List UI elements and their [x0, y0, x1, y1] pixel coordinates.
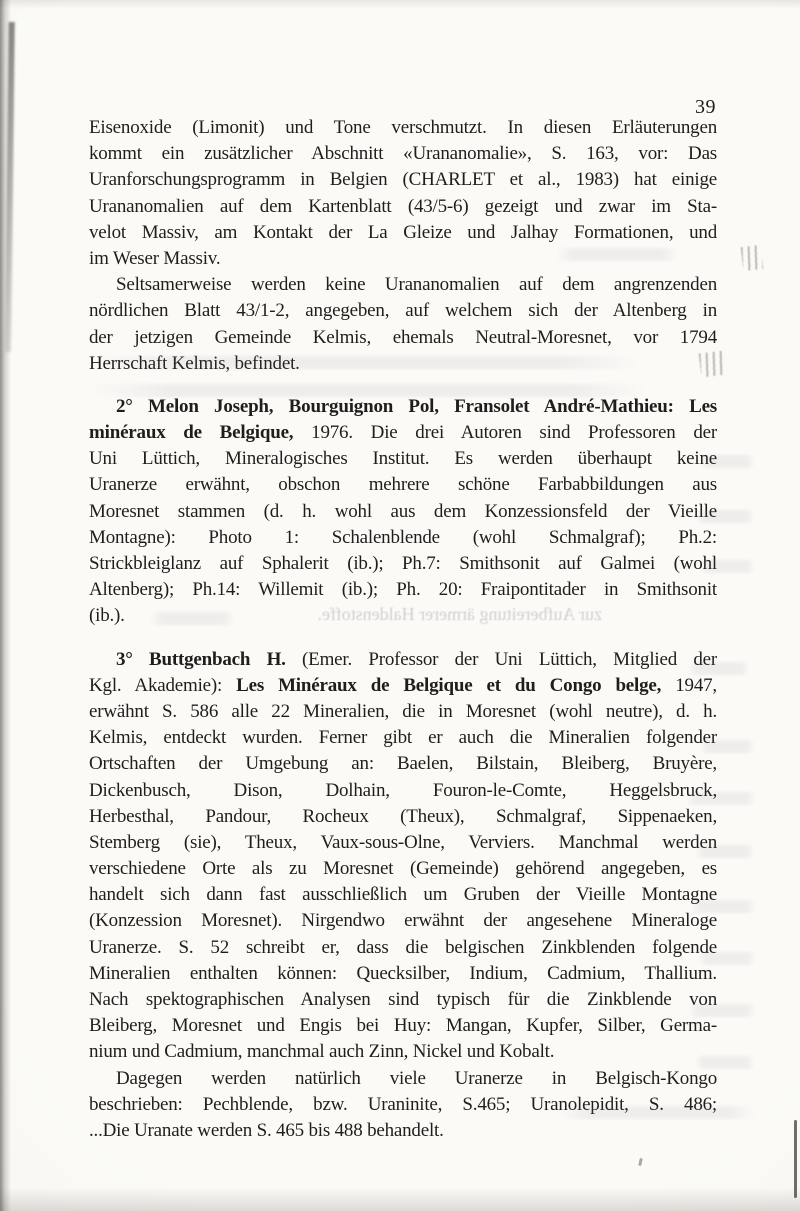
text-line: (Konzession Moresnet). Nirgendwo erwähnt der angesehene Mineraloge	[89, 910, 717, 932]
text-line: nium und Cadmium, manchmal auch Zinn, Nickel und Kobalt.	[89, 1041, 555, 1063]
text-line: Urananomalien auf dem Kartenblatt (43/5-6) gezeigt und zwar im Sta-	[89, 195, 717, 217]
paragraph	[89, 1066, 717, 1145]
text-line: Moresnet stammen (d. h. wohl aus dem Konzessionsfeld der Vieille	[89, 500, 717, 522]
scan-edge-right	[794, 1120, 797, 1198]
text-line: Dickenbusch, Dison, Dolhain, Fouron-le-Comte, Heggelsbruck,	[89, 779, 717, 801]
text-line: ...Die Uranate werden S. 465 bis 488 behandelt.	[89, 1119, 444, 1141]
scan-edge-top	[0, 0, 800, 9]
text-line: Uranforschungsprogramm in Belgien (CHARLET et al., 1983) hat einige	[89, 169, 717, 191]
text-line: kommt ein zusätzlicher Abschnitt «Urananomalie», S. 163, vor: Das	[89, 143, 717, 165]
text-line: Mineralien enthalten können: Quecksilber, Indium, Cadmium, Thallium.	[89, 962, 717, 984]
text-line: Uni Lüttich, Mineralogisches Institut. Es werden überhaupt keine	[89, 448, 717, 470]
ink-mark	[638, 1158, 643, 1166]
text-line: Ortschaften der Umgebung an: Baelen, Bilstain, Bleiberg, Bruyère,	[89, 753, 717, 775]
text-line: Uranerze erwähnt, obschon mehrere schöne Farbabbildungen aus	[89, 474, 717, 496]
text-line: Herrschaft Kelmis, befindet.	[89, 352, 300, 374]
body-text	[89, 115, 717, 1144]
paragraph	[89, 394, 717, 630]
text-line: minéraux de Belgique, 1976. Die drei Autoren sind Professoren der	[89, 422, 717, 444]
text-line: velot Massiv, am Kontakt der La Gleize und Jalhay Formationen, und	[89, 221, 717, 243]
text-line: Dagegen werden natürlich viele Uranerze in Belgisch-Kongo	[116, 1067, 717, 1089]
paragraph	[89, 272, 717, 377]
text-line: Bleiberg, Moresnet und Engis bei Huy: Mangan, Kupfer, Silber, Germa-	[89, 1015, 717, 1037]
page-number: 39	[695, 96, 716, 118]
text-line: Kgl. Akademie): Les Minéraux de Belgique et du Congo belge, 1947,	[89, 674, 717, 696]
text-line: beschrieben: Pechblende, bzw. Uraninite, S.465; Uranolepidit, S. 486;	[89, 1093, 717, 1115]
text-line: verschiedene Orte als zu Moresnet (Gemeinde) gehörend angegeben, es	[89, 858, 717, 880]
text-line: nördlichen Blatt 43/1-2, angegeben, auf welchem sich der Altenberg in	[89, 300, 717, 322]
text-line: 2° Melon Joseph, Bourguignon Pol, Fransolet André-Mathieu: Les	[116, 395, 717, 417]
ink-mark	[699, 351, 728, 378]
ink-mark	[741, 245, 764, 271]
text-line: Seltsamerweise werden keine Urananomalien auf dem angrenzenden	[116, 274, 717, 296]
text-line: Stemberg (sie), Theux, Vaux-sous-Olne, Verviers. Manchmal werden	[89, 831, 717, 853]
text-line: Herbesthal, Pandour, Rocheux (Theux), Schmalgraf, Sippenaeken,	[89, 805, 717, 827]
text-line: Strickbleiglanz auf Sphalerit (ib.); Ph.7: Smithsonit auf Galmei (wohl	[89, 553, 717, 574]
bleedthrough-text: zur Aufbereitung ärmerer Haldenstoffe.	[317, 604, 602, 624]
text-line: (ib.).	[89, 605, 125, 627]
text-line: Eisenoxide (Limonit) und Tone verschmutzt. In diesen Erläuterungen	[89, 117, 717, 138]
text-line: Uranerze. S. 52 schreibt er, dass die belgischen Zinkblenden folgende	[89, 936, 717, 958]
text-line: erwähnt S. 586 alle 22 Mineralien, die in Moresnet (wohl neutre), d. h.	[89, 700, 717, 722]
text-line: im Weser Massiv.	[89, 247, 221, 269]
paragraph	[89, 115, 717, 272]
scan-edge-bottom	[0, 1187, 800, 1211]
text-line: Nach spektographischen Analysen sind typisch für die Zinkblende von	[89, 989, 717, 1010]
text-line: der jetzigen Gemeinde Kelmis, ehemals Neutral-Moresnet, vor 1794	[89, 326, 717, 348]
text-line: Altenberg); Ph.14: Willemit (ib.); Ph. 20: Fraipontitader in Smithsonit	[89, 579, 717, 601]
text-line: Kelmis, entdeckt wurden. Ferner gibt er auch die Mineralien folgender	[89, 727, 717, 749]
paragraph	[89, 647, 717, 1066]
text-line: handelt sich dann fast ausschließlich um Gruben der Vieille Montagne	[89, 884, 717, 906]
text-line: 3° Buttgenbach H. (Emer. Professor der Uni Lüttich, Mitglied der	[116, 648, 717, 670]
text-line: Montagne): Photo 1: Schalenblende (wohl Schmalgraf); Ph.2:	[89, 526, 717, 548]
